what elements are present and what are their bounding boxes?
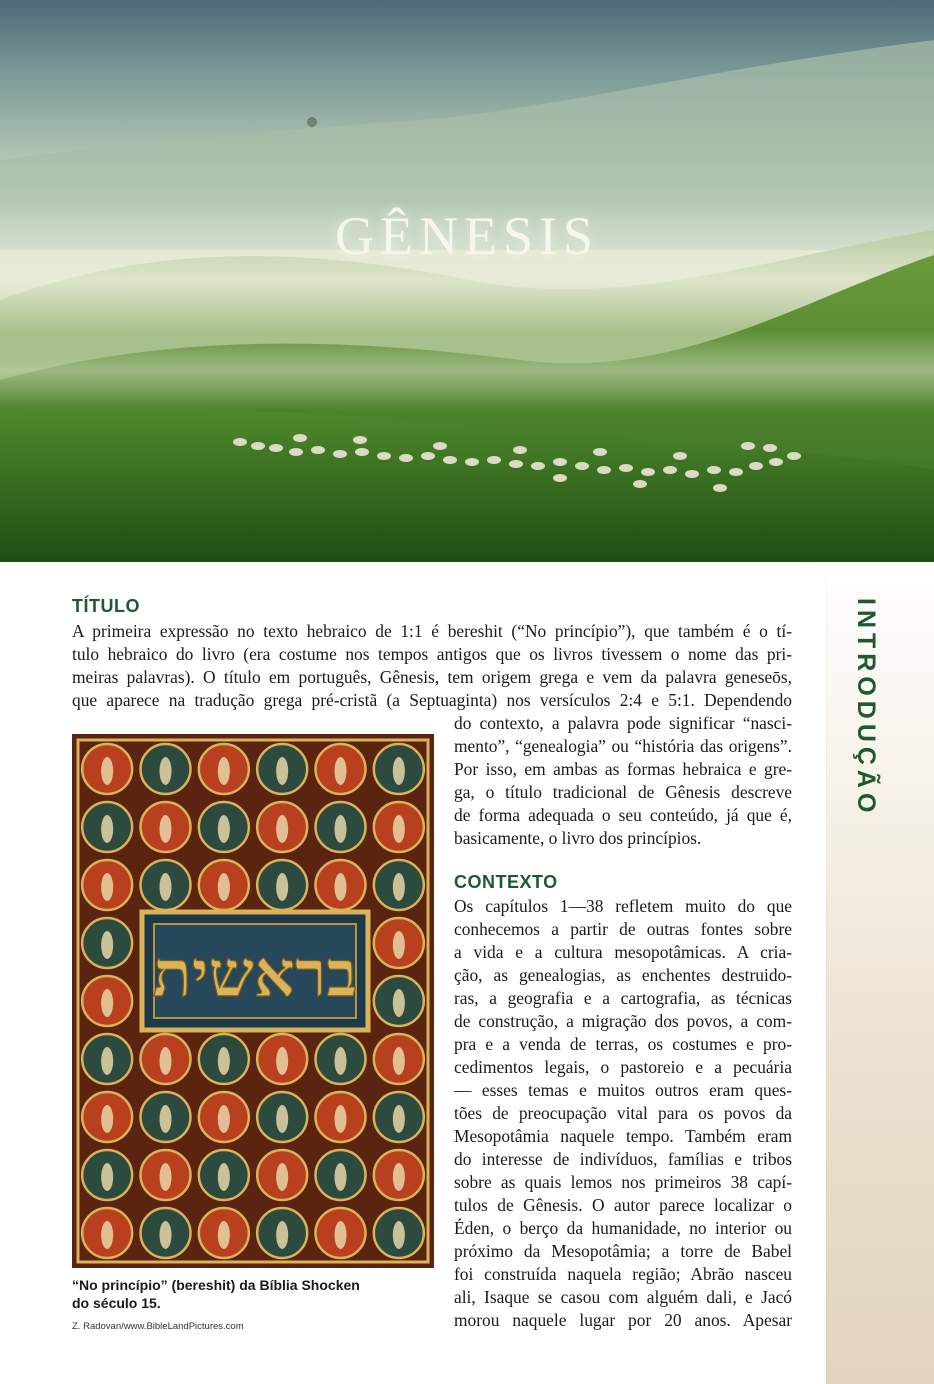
section-heading-contexto: CONTEXTO — [454, 872, 558, 892]
text-line: Mesopotâmia naquele tempo. Também eram — [454, 1126, 792, 1146]
medallion-figure — [218, 757, 230, 785]
medallion-figure — [335, 1105, 347, 1133]
hebrew-word: בראשית — [152, 937, 358, 1012]
text-line: tulo hebraico do livro (era costume nos tempos antigos que os livros tivessem o nome das pri- — [72, 644, 792, 664]
medallion-figure — [276, 1163, 288, 1191]
text-line: Por isso, em ambas as formas hebraica e gre- — [454, 759, 792, 779]
medallion-figure — [276, 1105, 288, 1133]
medallion-figure — [393, 1163, 405, 1191]
medallion-figure — [276, 815, 288, 843]
medallion-figure — [335, 1221, 347, 1249]
medallion-figure — [335, 873, 347, 901]
medallion-figure — [101, 873, 113, 901]
caption-line-1: “No princípio” (bereshit) da Bíblia Shocken — [72, 1277, 360, 1293]
medallion-figure — [218, 1163, 230, 1191]
text-line: pra e a venda de terras, os costumes e pro- — [454, 1034, 792, 1054]
medallion-figure — [276, 1047, 288, 1075]
medallion-figure — [160, 873, 172, 901]
text-line: de forma adequada o seu conteúdo, já que é, — [454, 805, 792, 825]
photo-credit: Z. Radovan/www.BibleLandPictures.com — [72, 1321, 244, 1332]
medallion-figure — [335, 1047, 347, 1075]
medallion-figure — [160, 1163, 172, 1191]
text-line: tões de preocupação vital para os povos da — [454, 1103, 792, 1123]
text-line: do interesse de indivíduos, famílias e tribos — [454, 1149, 792, 1169]
text-line: conhecemos a partir de outras fontes sobre — [454, 919, 792, 939]
text-line: cedimentos legais, o pastoreio e a pecuária — [454, 1057, 792, 1077]
text-line: ção, as genealogias, as enchentes destruido- — [454, 965, 792, 985]
text-line: — esses temas e muitos outros eram ques- — [454, 1080, 792, 1100]
text-line: A primeira expressão no texto hebraico de 1:1 é bereshit (“No princípio”), que também é o tí- — [72, 621, 792, 641]
caption-line-2: do século 15. — [72, 1295, 161, 1311]
medallion-figure — [218, 815, 230, 843]
medallion-figure — [160, 815, 172, 843]
medallion-figure — [393, 1221, 405, 1249]
book-title: GÊNESIS — [334, 206, 599, 266]
medallion-figure — [101, 1047, 113, 1075]
text-line: ali, Isaque se casou com alguém dali, e Jacó — [454, 1287, 792, 1307]
medallion-figure — [160, 1105, 172, 1133]
text-line: foi construída naquela região; Abrão nasceu — [454, 1264, 792, 1284]
medallion-figure — [393, 873, 405, 901]
medallion-figure — [101, 989, 113, 1017]
text-line: de construção, a migração dos povos, a com- — [454, 1011, 792, 1031]
medallion-figure — [335, 1163, 347, 1191]
medallion-figure — [393, 1105, 405, 1133]
medallion-figure — [160, 1047, 172, 1075]
text-line: sobre as quais lemos nos primeiros 38 capí- — [454, 1172, 792, 1192]
text-line: mento”, “genealogia” ou “história das origens”. — [454, 736, 792, 756]
medallion-figure — [335, 757, 347, 785]
medallion-figure — [101, 931, 113, 959]
text-line: tulos de Gênesis. O autor parece localizar o — [454, 1195, 792, 1215]
medallion-figure — [101, 815, 113, 843]
medallion-figure — [393, 815, 405, 843]
medallion-figure — [335, 815, 347, 843]
hero-landscape-photo — [0, 0, 934, 562]
manuscript-image — [72, 734, 434, 1268]
text-line: que aparece na tradução grega pré-cristã (a Septuaginta) nos versículos 2:4 e 5:1. Dependendo — [72, 690, 792, 710]
manuscript-illumination — [72, 734, 434, 1268]
text-line: meiras palavras). O título em português, Gênesis, tem origem grega e vem da palavra geneseōs, — [72, 667, 792, 687]
medallion-figure — [218, 1221, 230, 1249]
medallion-figure — [101, 1163, 113, 1191]
medallion-figure — [160, 1221, 172, 1249]
text-line: Éden, o berço da humanidade, no interior ou — [454, 1218, 792, 1238]
medallion-figure — [101, 1221, 113, 1249]
medallion-figure — [101, 757, 113, 785]
text-line: morou naquele lugar por 20 anos. Apesar — [454, 1310, 792, 1330]
text-line: Os capítulos 1—38 refletem muito do que — [454, 896, 792, 916]
medallion-figure — [393, 1047, 405, 1075]
text-line: ras, a geografia e a cartografia, as técnicas — [454, 988, 792, 1008]
medallion-figure — [160, 757, 172, 785]
text-line: a vida e a cultura mesopotâmicas. A cria- — [454, 942, 792, 962]
medallion-figure — [218, 1047, 230, 1075]
medallion-figure — [276, 873, 288, 901]
medallion-figure — [393, 757, 405, 785]
medallion-figure — [218, 873, 230, 901]
figure-caption — [72, 1276, 442, 1312]
medallion-figure — [276, 757, 288, 785]
medallion-figure — [276, 1221, 288, 1249]
medallion-figure — [218, 1105, 230, 1133]
section-heading-titulo: TÍTULO — [72, 596, 140, 616]
text-line: basicamente, o livro dos princípios. — [454, 828, 702, 848]
medallion-figure — [393, 931, 405, 959]
medallion-figure — [393, 989, 405, 1017]
side-tab-label: INTRODUÇÃO — [852, 598, 880, 818]
text-line: próximo da Mesopotâmia; a torre de Babel — [454, 1241, 792, 1261]
hills-illustration — [0, 0, 934, 562]
text-line: do contexto, a palavra pode significar “nasci- — [454, 713, 792, 733]
text-line: ga, o título tradicional de Gênesis descreve — [454, 782, 792, 802]
medallion-figure — [101, 1105, 113, 1133]
